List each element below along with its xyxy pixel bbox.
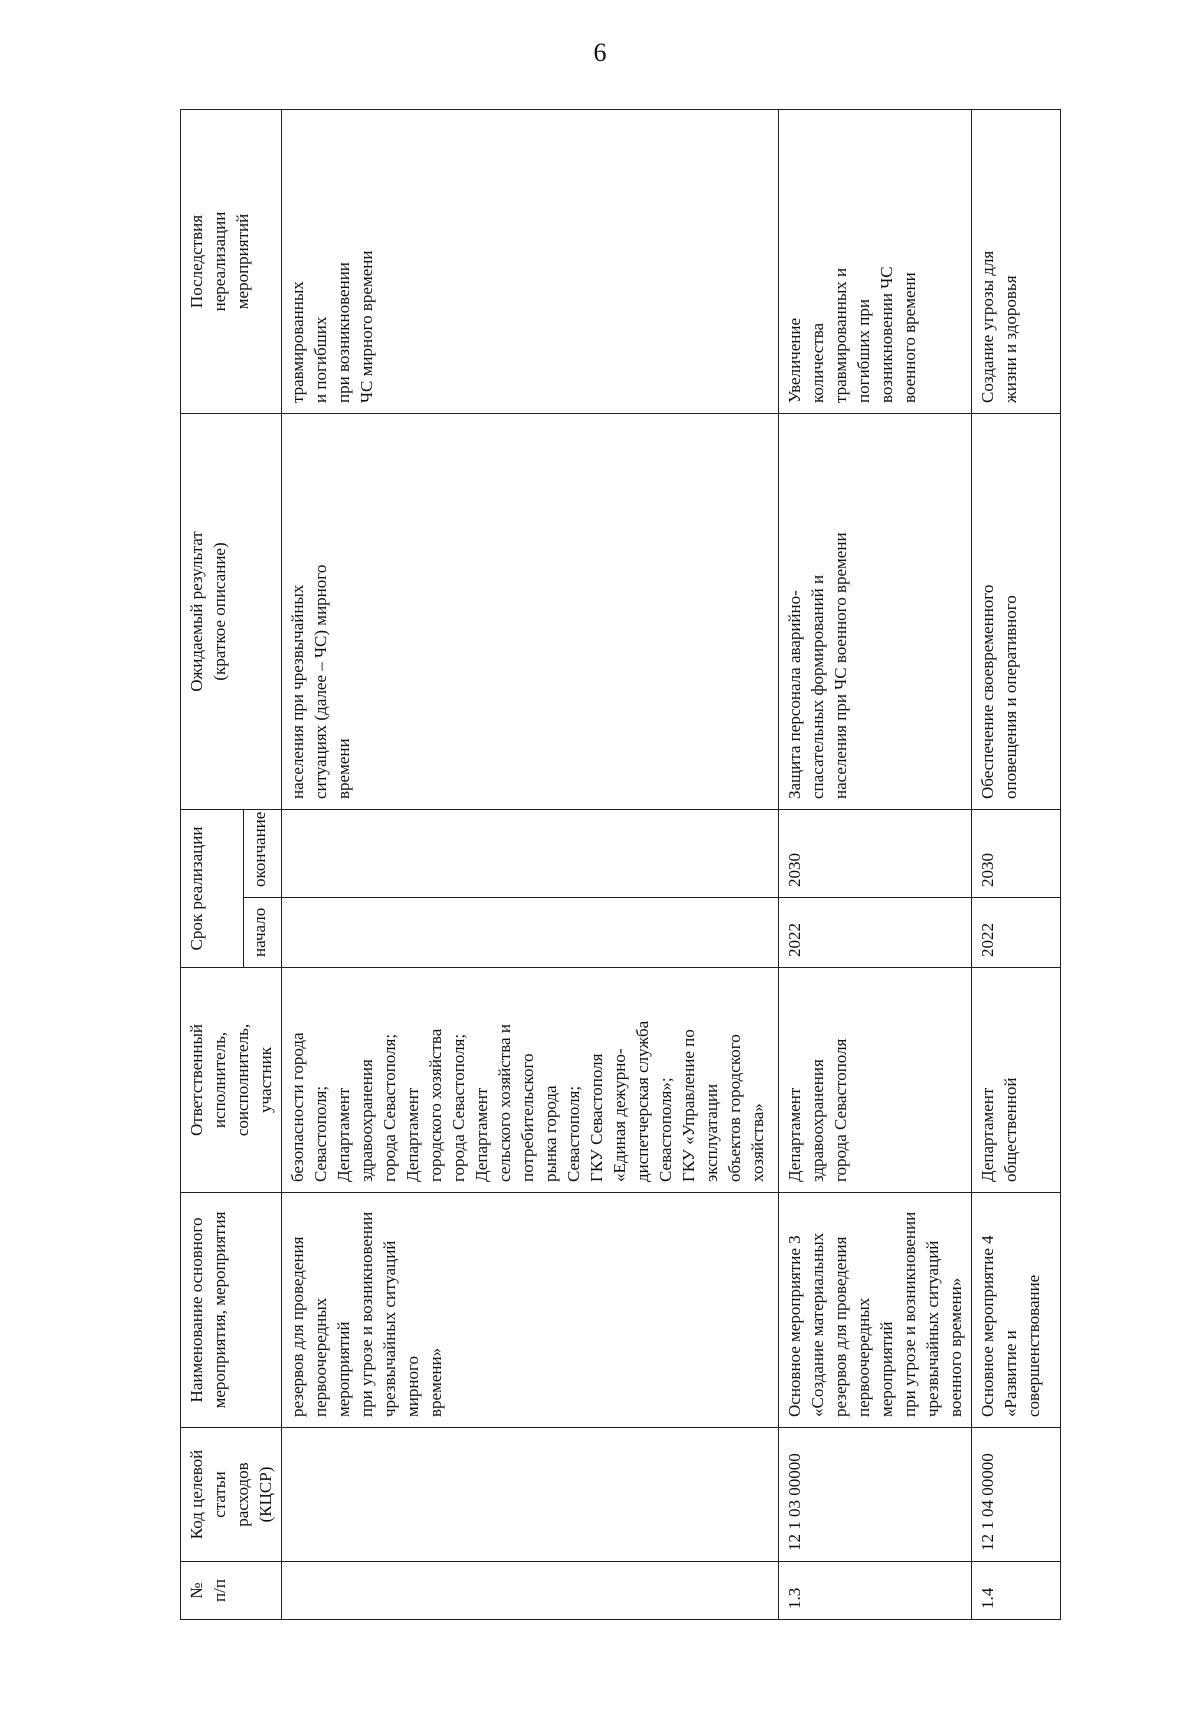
header-consequences: Последствия нереализации мероприятий xyxy=(181,110,282,414)
cell-no: 1.3 xyxy=(779,1562,972,1620)
cell-end: 2030 xyxy=(779,810,972,898)
header-result: Ожидаемый результат (краткое описание) xyxy=(181,414,282,810)
page-number: 6 xyxy=(593,38,607,67)
cell-result: Защита персонала аварийно- спасательных формирований и населения при ЧС военного времени xyxy=(779,414,972,810)
cell-consequences: Увеличение количества травмированных и погибших при возникновении ЧС военного времени xyxy=(779,110,972,414)
cell-responsible: Департамент общественной xyxy=(972,968,1061,1193)
cell-kcsr: 12 1 04 00000 xyxy=(972,1428,1061,1562)
cell-start: 2022 xyxy=(779,898,972,968)
cell-kcsr: 12 1 03 00000 xyxy=(779,1428,972,1562)
cell-responsible: Департамент здравоохранения города Севастополя xyxy=(779,968,972,1193)
header-name: Наименование основного мероприятия, мероприятия xyxy=(181,1193,282,1428)
cell-no xyxy=(282,1562,779,1620)
cell-result: населения при чрезвычайных ситуациях (далее – ЧС) мирного времени xyxy=(282,414,779,810)
cell-start xyxy=(282,898,779,968)
cell-no: 1.4 xyxy=(972,1562,1061,1620)
cell-end: 2030 xyxy=(972,810,1061,898)
rotated-table-container xyxy=(180,110,1200,1620)
header-start: начало xyxy=(243,898,281,968)
header-responsible: Ответственный исполнитель, соисполнитель, участник xyxy=(181,968,282,1193)
table-row xyxy=(282,110,779,1620)
cell-name: резервов для проведения первоочередных мероприятий при угрозе и возникновении чрезвычайных ситуаций мирного времени» xyxy=(282,1193,779,1428)
table-row xyxy=(972,110,1061,1620)
header-end: окончание xyxy=(243,810,281,898)
cell-consequences: Создание угрозы для жизни и здоровья xyxy=(972,110,1061,414)
header-term: Срок реализации xyxy=(181,810,244,968)
table-header-row xyxy=(181,110,244,1620)
cell-start: 2022 xyxy=(972,898,1061,968)
cell-name: Основное мероприятие 4 «Развитие и совершенствование xyxy=(972,1193,1061,1428)
cell-result: Обеспечение своевременного оповещения и оперативного xyxy=(972,414,1061,810)
header-no: № п/п xyxy=(181,1562,282,1620)
cell-end xyxy=(282,810,779,898)
cell-kcsr xyxy=(282,1428,779,1562)
cell-responsible: безопасности города Севастополя; Департамент здравоохранения города Севастополя; Департамент городского хозяйства города Севастополя; Департамент сельского хозяйства и потребительского рынка города Севастополя; ГКУ Севастополя «Единая дежурно- диспетчерская служба Севастополя»; ГКУ «Управление по эксплуатации объектов городского хозяйства» xyxy=(282,968,779,1193)
cell-name: Основное мероприятие 3 «Создание материальных резервов для проведения первоочередных мероприятий при угрозе и возникновении чрезвычайных ситуаций военного времени» xyxy=(779,1193,972,1428)
cell-consequences: травмированных и погибших при возникновении ЧС мирного времени xyxy=(282,110,779,414)
measures-table xyxy=(180,109,1061,1620)
header-kcsr: Код целевой статьи расходов (КЦСР) xyxy=(181,1428,282,1562)
table-row xyxy=(779,110,972,1620)
